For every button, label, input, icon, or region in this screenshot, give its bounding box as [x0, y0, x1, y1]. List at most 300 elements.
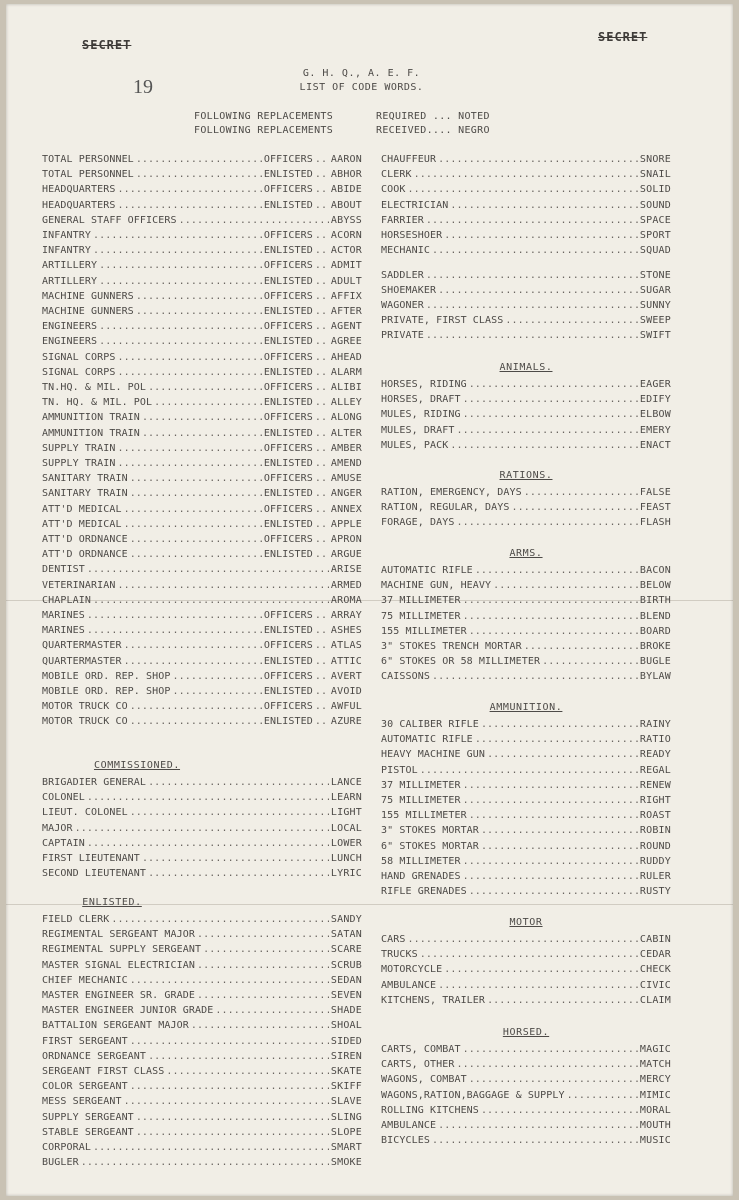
- leader-dots: [432, 671, 638, 682]
- code-word-row: [381, 671, 671, 682]
- section-heading: RATIONS.: [499, 470, 553, 481]
- code-word-row: [42, 367, 362, 378]
- entry-category: OFFICERS: [263, 473, 313, 485]
- leader-dots: [456, 517, 637, 528]
- code-word: AGREE: [330, 336, 362, 348]
- code-word: SCARE: [330, 944, 362, 956]
- leader-dots: [315, 230, 329, 241]
- entry-label: SIGNAL CORPS: [42, 351, 116, 363]
- code-word-row: [381, 330, 671, 341]
- entry-label: MOTOR TRUCK CO: [42, 701, 128, 713]
- entry-label: 155 MILLIMETER: [381, 625, 467, 637]
- entry-category: ENLISTED: [263, 549, 313, 561]
- entry-label: ROLLING KITCHENS: [381, 1104, 479, 1116]
- leader-dots: [463, 795, 638, 806]
- code-word: ANGER: [330, 488, 362, 500]
- code-word: SHADE: [330, 1005, 362, 1017]
- code-word: ANNEX: [330, 503, 362, 515]
- code-word: BLEND: [639, 610, 671, 622]
- code-word: RULER: [639, 871, 671, 882]
- code-word-row: [42, 853, 362, 864]
- code-word: REGAL: [639, 764, 671, 776]
- entry-label: HORSES, DRAFT: [381, 394, 461, 406]
- left-column: [42, 4, 362, 1196]
- leader-dots: [432, 245, 638, 256]
- leader-dots: [315, 184, 329, 195]
- leader-dots: [75, 823, 329, 834]
- code-word-row: [381, 995, 671, 1006]
- code-word: SLAVE: [330, 1096, 362, 1108]
- leader-dots: [142, 853, 329, 864]
- code-word-row: [42, 944, 362, 955]
- entry-label: INFANTRY: [42, 245, 91, 257]
- entry-label: 58 MILLIMETER: [381, 855, 461, 867]
- code-word-row: [42, 1127, 362, 1138]
- code-word-row: [42, 595, 362, 606]
- code-word: BUGLE: [639, 656, 671, 668]
- entry-label: COLONEL: [42, 792, 85, 804]
- code-word: BOARD: [639, 625, 671, 637]
- code-word-row: [381, 980, 671, 991]
- leader-dots: [315, 154, 329, 165]
- code-word: AFFIX: [330, 290, 362, 302]
- code-word-row: [42, 1142, 362, 1153]
- entry-label: PRIVATE, FIRST CLASS: [381, 315, 504, 327]
- leader-dots: [136, 1112, 329, 1123]
- entry-label: MASTER SIGNAL ELECTRICIAN: [42, 959, 196, 971]
- entry-label: 155 MILLIMETER: [381, 810, 467, 822]
- leader-dots: [142, 428, 262, 439]
- entry-label: HEAVY MACHINE GUN: [381, 749, 486, 761]
- section-heading: ENLISTED.: [82, 897, 142, 908]
- leader-dots: [136, 154, 262, 165]
- leader-dots: [315, 169, 329, 180]
- entry-category: ENLISTED: [263, 336, 313, 348]
- leader-dots: [469, 379, 638, 390]
- entry-label: 6" STOKES MORTAR: [381, 840, 479, 852]
- entry-category: OFFICERS: [263, 503, 313, 515]
- entry-label: MESS SERGEANT: [42, 1096, 122, 1108]
- leader-dots: [426, 270, 638, 281]
- code-word: SWEEP: [639, 315, 671, 327]
- section-heading: AMMUNITION.: [489, 702, 563, 713]
- code-word: AMEND: [330, 458, 362, 469]
- entry-label: MOBILE ORD. REP. SHOP: [42, 686, 171, 697]
- leader-dots: [414, 169, 638, 180]
- entry-label: MAJOR: [42, 822, 73, 834]
- leader-dots: [469, 626, 638, 637]
- code-word: ABIDE: [330, 184, 362, 196]
- leader-dots: [117, 367, 261, 378]
- leader-dots: [315, 473, 329, 484]
- leader-dots: [315, 549, 329, 560]
- entry-label: QUARTERMASTER: [42, 640, 122, 652]
- leader-dots: [93, 245, 262, 256]
- code-word: SKIFF: [330, 1081, 362, 1093]
- code-word-row: [381, 1074, 671, 1085]
- entry-label: INFANTRY: [42, 230, 91, 241]
- entry-category: ENLISTED: [263, 686, 313, 697]
- code-word-row: [42, 914, 362, 925]
- entry-label: ATT'D ORDNANCE: [42, 534, 128, 545]
- leader-dots: [197, 960, 329, 971]
- entry-category: ENLISTED: [263, 458, 313, 469]
- leader-dots: [93, 595, 329, 606]
- entry-label: 75 MILLIMETER: [381, 795, 461, 806]
- entry-label: 30 CALIBER RIFLE: [381, 719, 479, 730]
- code-word: MUSIC: [639, 1135, 671, 1147]
- leader-dots: [407, 934, 637, 945]
- leader-dots: [136, 169, 262, 180]
- leader-dots: [493, 580, 638, 591]
- leader-dots: [315, 200, 329, 211]
- code-word-row: [381, 595, 671, 606]
- leader-dots: [438, 1120, 638, 1131]
- entry-label: SADDLER: [381, 269, 424, 281]
- code-word: SATAN: [330, 929, 362, 941]
- code-word: RUSTY: [639, 886, 671, 898]
- code-word-row: [42, 321, 362, 332]
- code-word: LEARN: [330, 792, 362, 804]
- entry-label: HEADQUARTERS: [42, 184, 116, 196]
- entry-label: BRIGADIER GENERAL: [42, 777, 147, 788]
- code-word-row: [42, 519, 362, 530]
- entry-label: RATION, REGULAR, DAYS: [381, 502, 510, 514]
- entry-category: OFFICERS: [263, 290, 313, 302]
- entry-label: MOTORCYCLE: [381, 964, 443, 976]
- leader-dots: [93, 1142, 329, 1153]
- entry-label: ORDNANCE SERGEANT: [42, 1050, 147, 1062]
- leader-dots: [111, 914, 329, 925]
- leader-dots: [99, 336, 262, 347]
- entry-label: AMMUNITION TRAIN: [42, 427, 140, 439]
- code-word: LUNCH: [330, 853, 362, 864]
- leader-dots: [420, 765, 638, 776]
- entry-label: MASTER ENGINEER SR. GRADE: [42, 990, 196, 1001]
- entry-category: OFFICERS: [263, 442, 313, 454]
- entry-label: TOTAL PERSONNEL: [42, 154, 134, 165]
- entry-label: 75 MILLIMETER: [381, 610, 461, 622]
- code-word: CEDAR: [639, 949, 671, 961]
- code-word-row: [381, 1090, 671, 1101]
- entry-category: ENLISTED: [263, 306, 313, 317]
- leader-dots: [475, 565, 638, 576]
- leader-dots: [426, 215, 638, 226]
- entry-label: CARTS, COMBAT: [381, 1044, 461, 1055]
- code-word: ALARM: [330, 366, 362, 378]
- code-word: CLAIM: [639, 994, 671, 1006]
- code-word: MIMIC: [639, 1089, 671, 1101]
- code-word: APPLE: [330, 518, 362, 530]
- code-word-row: [42, 154, 362, 165]
- leader-dots: [315, 336, 329, 347]
- entry-label: SANITARY TRAIN: [42, 488, 128, 500]
- entry-label: AMBULANCE: [381, 979, 437, 991]
- code-word-row: [42, 504, 362, 515]
- code-word: ATLAS: [330, 640, 362, 652]
- code-word-row: [42, 1036, 362, 1047]
- code-word: BYLAW: [639, 671, 671, 683]
- code-word-row: [381, 154, 671, 165]
- subtitle-label-2: FOLLOWING REPLACEMENTS: [194, 125, 334, 136]
- entry-label: RATION, EMERGENCY, DAYS: [381, 487, 522, 498]
- code-word-row: [42, 534, 362, 545]
- code-word-row: [381, 394, 671, 405]
- code-word: FALSE: [639, 487, 671, 498]
- code-word-row: [42, 1066, 362, 1077]
- entry-label: COOK: [381, 184, 406, 196]
- code-word: SUNNY: [639, 299, 671, 311]
- entry-label: MULES, DRAFT: [381, 424, 455, 436]
- code-word: ALLEY: [330, 397, 362, 409]
- code-word: AARON: [330, 154, 362, 165]
- entry-label: ATT'D MEDICAL: [42, 518, 122, 530]
- title-line-2: LIST OF CODE WORDS.: [299, 82, 424, 93]
- code-word: ABOUT: [330, 199, 362, 211]
- code-word-row: [381, 1105, 671, 1116]
- code-word: SUGAR: [639, 284, 671, 296]
- leader-dots: [99, 321, 262, 332]
- code-word: AWFUL: [330, 701, 362, 713]
- code-word: BELOW: [639, 580, 671, 592]
- leader-dots: [117, 443, 261, 454]
- entry-label: REGIMENTAL SUPPLY SERGEANT: [42, 944, 202, 956]
- leader-dots: [438, 980, 638, 991]
- leader-dots: [130, 807, 329, 818]
- entry-label: HORSES, RIDING: [381, 379, 467, 390]
- code-word: RATIO: [639, 734, 671, 746]
- leader-dots: [463, 780, 638, 791]
- code-word: ENACT: [639, 439, 671, 451]
- code-word-row: [381, 184, 671, 195]
- code-word-row: [381, 425, 671, 436]
- entry-label: PRIVATE: [381, 330, 424, 342]
- leader-dots: [444, 964, 638, 975]
- leader-dots: [179, 215, 329, 226]
- leader-dots: [315, 534, 329, 545]
- leader-dots: [420, 949, 638, 960]
- leader-dots: [315, 245, 329, 256]
- code-word: SPORT: [639, 230, 671, 241]
- entry-label: STABLE SERGEANT: [42, 1126, 134, 1138]
- code-word: ALTER: [330, 427, 362, 439]
- leader-dots: [87, 564, 329, 575]
- code-word-row: [42, 443, 362, 454]
- code-word: SPACE: [639, 214, 671, 226]
- code-word-row: [42, 990, 362, 1001]
- code-word: ADULT: [330, 275, 362, 287]
- code-word-row: [381, 169, 671, 180]
- code-word: AGENT: [330, 321, 362, 333]
- leader-dots: [567, 1090, 638, 1101]
- subtitle-label-1: FOLLOWING REPLACEMENTS: [194, 111, 334, 122]
- leader-dots: [407, 184, 637, 195]
- leader-dots: [203, 944, 329, 955]
- code-word: MOUTH: [639, 1120, 671, 1131]
- code-word: RUDDY: [639, 855, 671, 867]
- code-word-row: [42, 580, 362, 591]
- code-word: RAINY: [639, 719, 671, 730]
- entry-category: OFFICERS: [263, 260, 313, 272]
- code-word-row: [381, 626, 671, 637]
- entry-label: FIRST LIEUTENANT: [42, 853, 140, 864]
- entry-label: MARINES: [42, 625, 85, 637]
- code-word: LOCAL: [330, 822, 362, 834]
- entry-category: ENLISTED: [263, 488, 313, 500]
- entry-label: ATT'D MEDICAL: [42, 503, 122, 515]
- code-word: SLOPE: [330, 1126, 362, 1138]
- code-word: AFTER: [330, 306, 362, 317]
- code-word-row: [381, 1120, 671, 1131]
- leader-dots: [315, 504, 329, 515]
- code-word-row: [42, 838, 362, 849]
- code-word-row: [42, 352, 362, 363]
- leader-dots: [444, 230, 638, 241]
- entry-label: MACHINE GUN, HEAVY: [381, 580, 492, 592]
- code-word: FEAST: [639, 502, 671, 514]
- code-word: ASHES: [330, 625, 362, 637]
- entry-category: OFFICERS: [263, 640, 313, 652]
- entry-category: OFFICERS: [263, 154, 313, 165]
- code-word-row: [42, 306, 362, 317]
- code-word-row: [381, 734, 671, 745]
- leader-dots: [136, 1127, 329, 1138]
- leader-dots: [463, 611, 638, 622]
- code-word: LANCE: [330, 777, 362, 788]
- code-word-row: [42, 336, 362, 347]
- leader-dots: [315, 701, 329, 712]
- entry-label: 37 MILLIMETER: [381, 779, 461, 791]
- code-word-row: [42, 1020, 362, 1031]
- leader-dots: [315, 291, 329, 302]
- document-page: [6, 4, 733, 1196]
- code-word-row: [42, 169, 362, 180]
- leader-dots: [481, 841, 638, 852]
- leader-dots: [315, 428, 329, 439]
- subtitle-value-1: REQUIRED ... NOTED: [376, 111, 490, 122]
- code-word-row: [42, 716, 362, 727]
- code-word-row: [381, 795, 671, 806]
- leader-dots: [426, 330, 638, 341]
- leader-dots: [130, 975, 329, 986]
- leader-dots: [463, 409, 638, 420]
- code-word: SOLID: [639, 184, 671, 196]
- leader-dots: [315, 306, 329, 317]
- leader-dots: [315, 412, 329, 423]
- leader-dots: [117, 580, 328, 591]
- code-word: MORAL: [639, 1104, 671, 1116]
- code-word: AHEAD: [330, 351, 362, 363]
- code-word: SLING: [330, 1111, 362, 1123]
- leader-dots: [463, 595, 638, 606]
- code-word: SEVEN: [330, 990, 362, 1001]
- entry-label: QUARTERMASTER: [42, 655, 122, 667]
- code-word: ARRAY: [330, 610, 362, 621]
- leader-dots: [130, 534, 262, 545]
- code-word: BACON: [639, 565, 671, 576]
- entry-label: FARRIER: [381, 214, 424, 226]
- code-word-row: [42, 701, 362, 712]
- code-word-row: [42, 215, 362, 226]
- code-word-row: [42, 230, 362, 241]
- code-word: MATCH: [639, 1059, 671, 1071]
- leader-dots: [124, 519, 262, 530]
- code-word: AROMA: [330, 594, 362, 606]
- leader-dots: [154, 397, 262, 408]
- leader-dots: [87, 625, 262, 636]
- code-word-row: [42, 610, 362, 621]
- leader-dots: [438, 154, 638, 165]
- code-word: EMERY: [639, 424, 671, 436]
- leader-dots: [173, 686, 262, 697]
- entry-label: MECHANIC: [381, 245, 430, 257]
- entry-category: ENLISTED: [263, 397, 313, 409]
- leader-dots: [315, 686, 329, 697]
- leader-dots: [117, 200, 261, 211]
- entry-category: ENLISTED: [263, 427, 313, 439]
- code-word-row: [42, 1096, 362, 1107]
- entry-label: WAGONS,RATION,BAGGAGE & SUPPLY: [381, 1089, 565, 1101]
- code-word: ARMED: [330, 579, 362, 591]
- entry-label: SUPPLY TRAIN: [42, 458, 116, 469]
- leader-dots: [432, 1135, 638, 1146]
- entry-label: BICYCLES: [381, 1135, 430, 1147]
- code-word-row: [381, 934, 671, 945]
- leader-dots: [142, 412, 262, 423]
- code-word: ACORN: [330, 230, 362, 241]
- code-word: LYRIC: [330, 868, 362, 880]
- code-word: ADMIT: [330, 260, 362, 272]
- leader-dots: [315, 488, 329, 499]
- code-word-row: [42, 868, 362, 879]
- code-word-row: [42, 686, 362, 697]
- leader-dots: [315, 260, 329, 271]
- code-word: ACTOR: [330, 245, 362, 257]
- code-word-row: [381, 215, 671, 226]
- leader-dots: [130, 716, 262, 727]
- code-word: RENEW: [639, 779, 671, 791]
- entry-label: BUGLER: [42, 1157, 79, 1169]
- code-word-row: [42, 564, 362, 575]
- leader-dots: [315, 443, 329, 454]
- leader-dots: [197, 990, 329, 1001]
- code-word: SQUAD: [639, 245, 671, 257]
- leader-dots: [512, 502, 638, 513]
- section-heading: MOTOR: [509, 917, 543, 928]
- leader-dots: [524, 487, 638, 498]
- entry-label: 37 MILLIMETER: [381, 595, 461, 607]
- code-word: SMOKE: [330, 1157, 362, 1169]
- code-word-row: [381, 200, 671, 211]
- leader-dots: [130, 1036, 329, 1047]
- entry-category: OFFICERS: [263, 701, 313, 713]
- leader-dots: [475, 734, 638, 745]
- code-word-row: [42, 184, 362, 195]
- code-word: CABIN: [639, 934, 671, 945]
- code-word-row: [381, 949, 671, 960]
- code-word: ELBOW: [639, 409, 671, 421]
- code-word: LOWER: [330, 837, 362, 849]
- entry-label: CARTS, OTHER: [381, 1059, 455, 1071]
- entry-category: OFFICERS: [263, 610, 313, 621]
- entry-label: ATT'D ORDNANCE: [42, 549, 128, 561]
- code-word-row: [42, 488, 362, 499]
- code-word-row: [42, 656, 362, 667]
- code-word-row: [42, 1005, 362, 1016]
- code-word-row: [42, 291, 362, 302]
- entry-label: REGIMENTAL SERGEANT MAJOR: [42, 929, 196, 941]
- code-word: AMUSE: [330, 473, 362, 485]
